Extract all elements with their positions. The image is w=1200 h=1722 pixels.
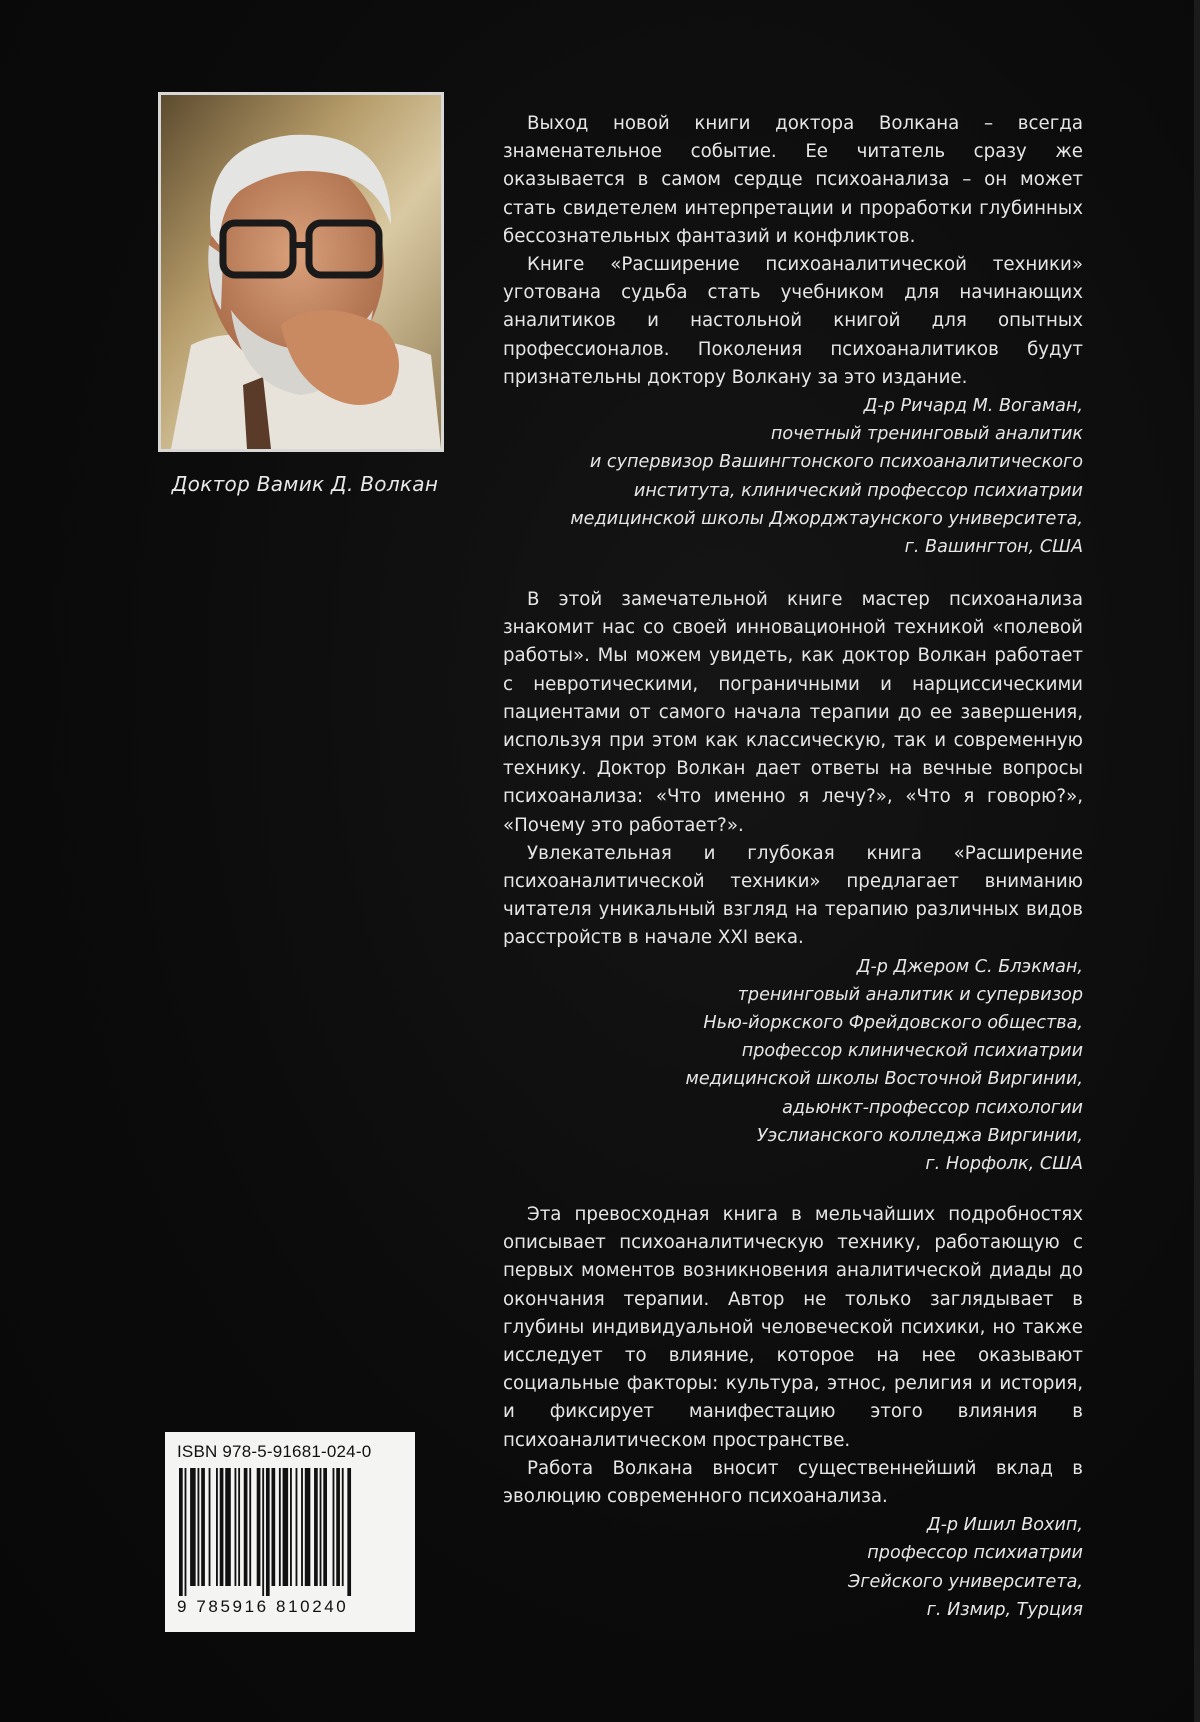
- attribution-line: адьюнкт-профессор психологии: [782, 1097, 1083, 1118]
- review-2-paragraph-1: В этой замечательной книге мастер психоанализа знакомит нас со своей инновационной техникой «полевой работы». Мы можем увидеть, как доктор Волкан работает с невротическими, пограничными и нарциссическими пациентами от самого начала терапии до ее завершения, используя при этом как классическую, так и современную технику. Доктор Волкан дает ответы на вечные вопросы психоанализа: «Что именно я лечу?», «Что я говорю?», «Почему это работает?».: [503, 589, 1083, 836]
- barcode-bar: [296, 1468, 298, 1586]
- review-1: [503, 110, 1083, 561]
- barcode-bar: [238, 1468, 240, 1586]
- attribution-line: г. Вашингтон, США: [904, 537, 1083, 558]
- attribution-line: тренинговый аналитик и супервизор: [737, 984, 1083, 1005]
- barcode-bar: [323, 1468, 327, 1586]
- barcode-bar: [272, 1468, 276, 1586]
- barcode-bar: [283, 1468, 289, 1586]
- attribution-line: Уэслианского колледжа Виргинии,: [756, 1125, 1083, 1146]
- review-3-attribution: [503, 1511, 1083, 1624]
- barcode-bar: [244, 1468, 248, 1586]
- isbn-number: ISBN 978-5-91681-024-0: [177, 1442, 372, 1461]
- author-photo: [158, 92, 444, 452]
- review-2-attribution: [503, 953, 1083, 1179]
- attribution-line: Эгейского университета,: [848, 1571, 1083, 1592]
- barcode-bar: [301, 1468, 303, 1586]
- barcode-bar: [266, 1468, 270, 1596]
- barcode-bar: [342, 1468, 344, 1586]
- barcode-bar: [279, 1468, 281, 1586]
- attribution-line: профессор психиатрии: [867, 1543, 1083, 1564]
- barcode-bar: [347, 1468, 351, 1596]
- attribution-line: почетный тренинговый аналитик: [770, 424, 1083, 445]
- review-3-paragraph-1: Эта превосходная книга в мельчайших подробностях описывает психоаналитическую технику, работающую с первых моментов возникновения аналитической диады до окончания терапии. Автор не только заглядывает в глубины индивидуальной человеческой психики, но также исследует то влияние, которое на нее оказывают социальные факторы: культура, этнос, религия и история, и фиксирует манифестацию этого влияния в психоаналитическом пространстве.: [503, 1204, 1083, 1451]
- barcode-digits: 9 785916 810240: [177, 1597, 349, 1616]
- review-1-paragraph-1: Выход новой книги доктора Волкана – всегда знаменательное событие. Ее читатель сразу же оказывается в самом сердце психоанализа – он может стать свидетелем интерпретации и проработки глубинных бессознательных фантазий и конфликтов.: [503, 113, 1083, 247]
- attribution-line: г. Измир, Турция: [926, 1599, 1083, 1620]
- attribution-line: Д-р Ричард М. Вогаман,: [863, 396, 1083, 417]
- barcode-bar: [220, 1468, 224, 1586]
- barcode-bar: [198, 1468, 200, 1586]
- barcode-bar: [333, 1468, 335, 1586]
- barcode-bar: [336, 1468, 340, 1586]
- review-3-paragraph-2: Работа Волкана вносит существеннейший вклад в эволюцию современного психоанализа.: [503, 1457, 1083, 1508]
- attribution-line: института, клинический профессор психиатрии: [633, 480, 1083, 501]
- review-1-paragraph-2: Книге «Расширение психоаналитической техники» уготована судьба стать учебником для начинающих аналитиков и настольной книгой для опытных профессионалов. Поколения психоаналитиков будут признательны доктору Волкану за это издание.: [503, 254, 1083, 388]
- barcode-bar: [179, 1468, 183, 1596]
- barcode-bar: [201, 1468, 205, 1586]
- photo-caption: Доктор Вамик Д. Волкан: [171, 472, 439, 496]
- barcode-bar: [225, 1468, 231, 1586]
- attribution-line: профессор клинической психиатрии: [741, 1041, 1083, 1062]
- review-2-paragraph-2: Увлекательная и глубокая книга «Расширение психоаналитической техники» предлагает вниманию читателя уникальный взгляд на терапию различных видов расстройств в начале XXI века.: [503, 842, 1083, 949]
- barcode-bar: [320, 1468, 322, 1586]
- attribution-line: медицинской школы Джорджтаунского университета,: [570, 508, 1083, 529]
- attribution-line: г. Норфолк, США: [925, 1154, 1083, 1175]
- review-2: [503, 586, 1083, 1178]
- barcode-bar: [249, 1468, 251, 1586]
- review-3: [503, 1201, 1083, 1624]
- barcode-bar: [257, 1468, 261, 1586]
- review-1-attribution: [503, 392, 1083, 561]
- barcode-bar: [314, 1468, 318, 1586]
- isbn-barcode-label: [165, 1432, 415, 1632]
- barcode-bar: [235, 1468, 237, 1586]
- attribution-line: и супервизор Вашингтонского психоаналитического: [589, 452, 1083, 473]
- barcode-bar: [305, 1468, 311, 1586]
- barcode-bar: [216, 1468, 218, 1586]
- barcode-bar: [262, 1468, 264, 1596]
- barcode-bar: [185, 1468, 187, 1596]
- author-portrait-illustration: [161, 95, 441, 449]
- attribution-line: Д-р Джером С. Блэкман,: [856, 956, 1083, 977]
- cover-edge: [1194, 0, 1200, 1722]
- barcode-bar: [290, 1468, 292, 1586]
- attribution-line: Нью-йоркского Фрейдовского общества,: [703, 1013, 1083, 1034]
- barcode-icon: [177, 1468, 403, 1596]
- attribution-line: медицинской школы Восточной Виргинии,: [685, 1069, 1083, 1090]
- attribution-line: Д-р Ишил Вохип,: [926, 1515, 1083, 1536]
- barcode-bar: [190, 1468, 196, 1586]
- barcode-bar: [209, 1468, 211, 1586]
